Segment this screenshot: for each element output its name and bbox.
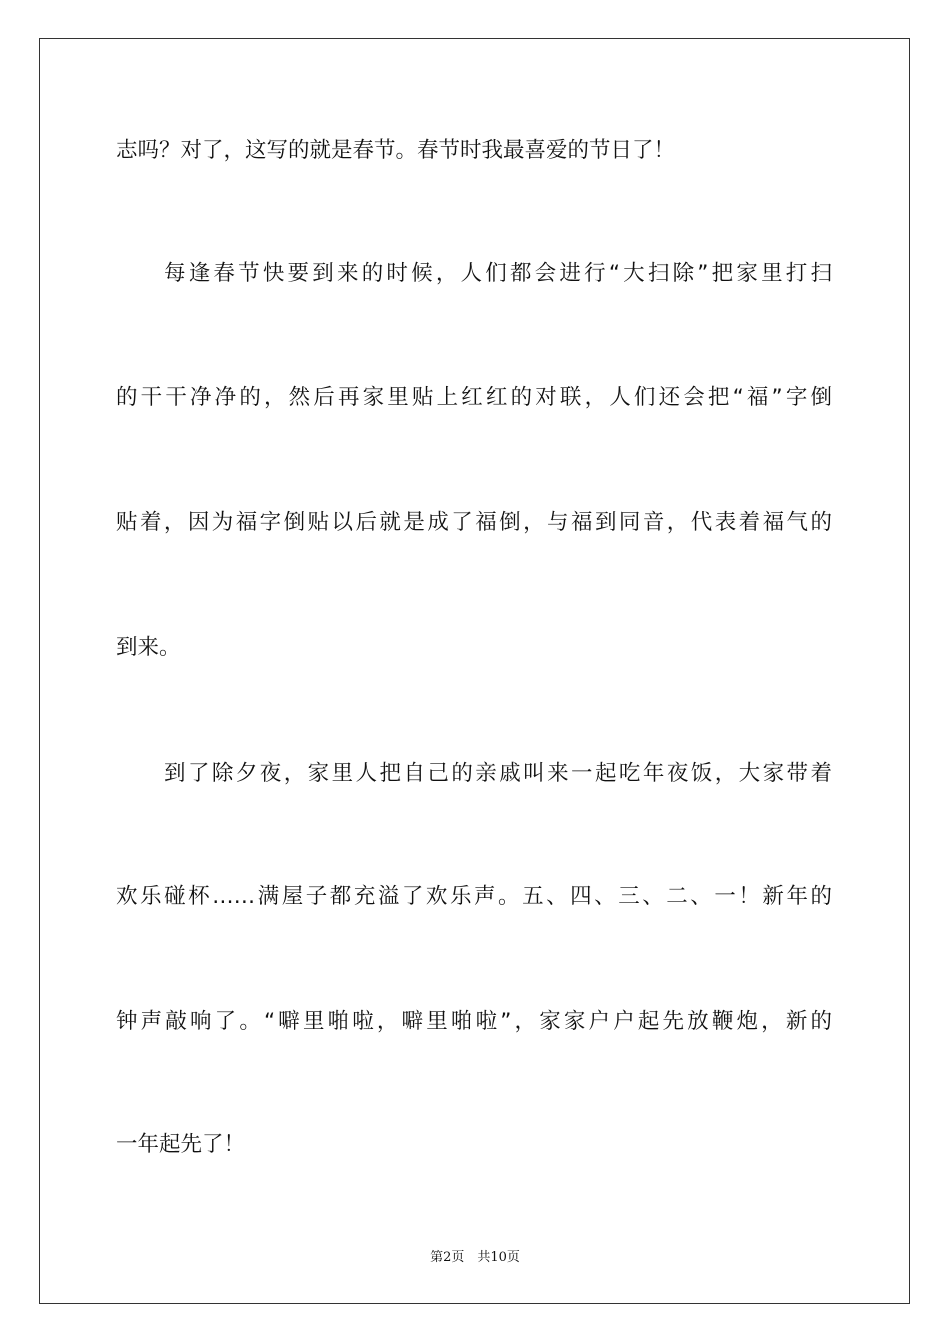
paragraph-line: 到来。: [116, 635, 181, 660]
paragraph-line: 欢乐碰杯……满屋子都充溢了欢乐声。五、四、三、二、一！新年的: [116, 884, 832, 909]
paragraph-line: 贴着，因为福字倒贴以后就是成了福倒，与福到同音，代表着福气的: [116, 510, 832, 535]
paragraph-line: 到了除夕夜，家里人把自己的亲戚叫来一起吃年夜饭，大家带着: [164, 761, 832, 786]
page-border: [39, 38, 910, 1304]
paragraph-line: 钟声敲响了。“噼里啪啦，噼里啪啦”，家家户户起先放鞭炮，新的: [116, 1009, 832, 1034]
paragraph-line: 每逢春节快要到来的时候，人们都会进行“大扫除”把家里打扫: [164, 261, 832, 286]
page-number: 第2页 共10页: [430, 1250, 520, 1265]
paragraph-line: 志吗？对了，这写的就是春节。春节时我最喜爱的节日了！: [116, 138, 676, 163]
paragraph-line: 一年起先了！: [116, 1132, 246, 1157]
paragraph-line: 的干干净净的，然后再家里贴上红红的对联，人们还会把“福”字倒: [116, 385, 832, 410]
